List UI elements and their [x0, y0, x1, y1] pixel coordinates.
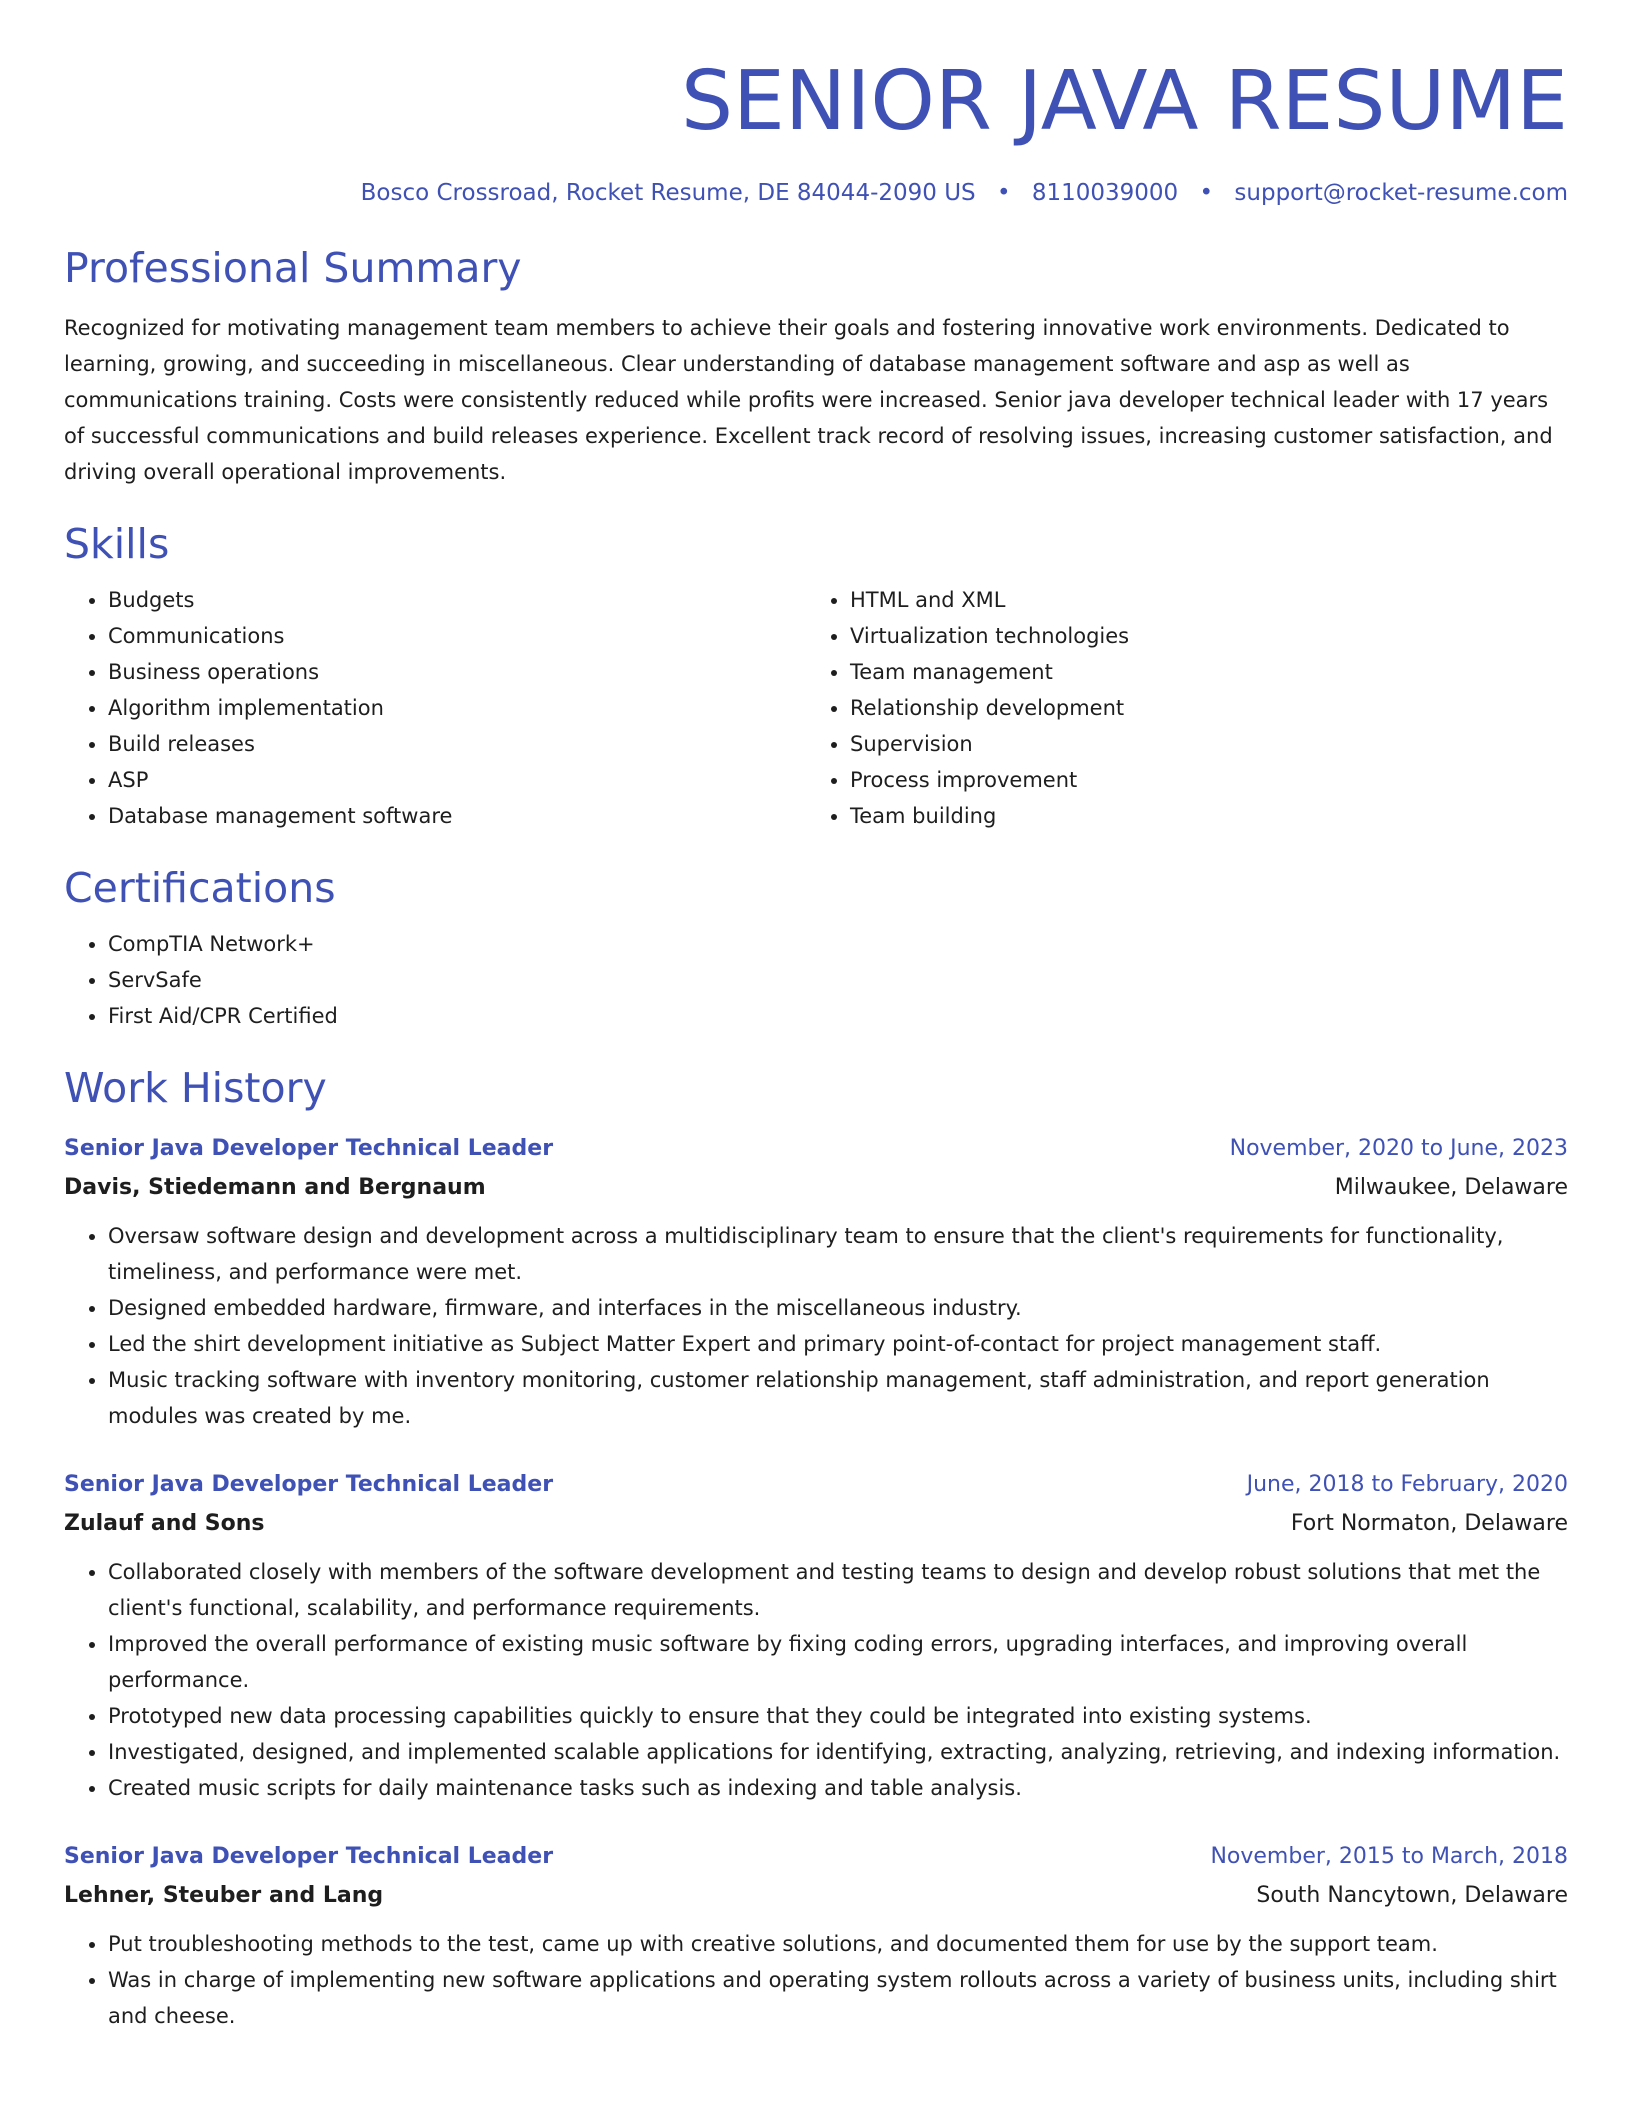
job-bullets: [64, 1554, 1568, 1806]
job-dates: November, 2020 to June, 2023: [1229, 1136, 1568, 1161]
certification-item: • First Aid/CPR Certified: [108, 998, 1568, 1034]
contact-separator: •: [1199, 180, 1214, 206]
skills-heading: Skills: [64, 520, 170, 568]
contact-email[interactable]: support@rocket-resume.com: [1234, 180, 1568, 206]
job-bullet: • Put troubleshooting methods to the test, came up with creative solutions, and documented them for use by the support team.: [108, 1926, 1568, 1962]
skill-item: • Budgets: [108, 582, 806, 618]
job-bullet: • Led the shirt development initiative as Subject Matter Expert and primary point-of-contact for project management staff.: [108, 1326, 1568, 1362]
job-bullet: • Improved the overall performance of existing music software by fixing coding errors, upgrading interfaces, and improving overall performance.: [108, 1626, 1568, 1698]
summary-heading: Professional Summary: [64, 244, 522, 292]
job-company-row: [64, 1168, 1568, 1208]
certifications-heading: Certifications: [64, 864, 336, 912]
job-dates: June, 2018 to February, 2020: [1246, 1472, 1568, 1497]
job-entry: [64, 1466, 1568, 1806]
job-title: Senior Java Developer Technical Leader: [64, 1472, 554, 1497]
skill-item: • Build releases: [108, 726, 806, 762]
job-dates: November, 2015 to March, 2018: [1210, 1844, 1568, 1869]
contact-phone: 8110039000: [1031, 180, 1179, 206]
certification-item: • CompTIA Network+: [108, 926, 1568, 962]
job-title: Senior Java Developer Technical Leader: [64, 1844, 554, 1869]
job-bullets: [64, 1926, 1568, 2034]
skill-item: • Algorithm implementation: [108, 690, 806, 726]
job-bullet: • Designed embedded hardware, firmware, and interfaces in the miscellaneous industry.: [108, 1290, 1568, 1326]
skill-item: • Virtualization technologies: [850, 618, 1548, 654]
skills-list-left: [64, 582, 806, 834]
skill-item: • Business operations: [108, 654, 806, 690]
skill-item: • HTML and XML: [850, 582, 1548, 618]
job-bullets: [64, 1218, 1568, 1434]
job-bullet: • Investigated, designed, and implemented scalable applications for identifying, extracting, analyzing, retrieving, and indexing information.: [108, 1734, 1568, 1770]
job-bullet: • Was in charge of implementing new software applications and operating system rollouts across a variety of business units, including shirt and cheese.: [108, 1962, 1568, 2034]
job-bullet: • Created music scripts for daily maintenance tasks such as indexing and table analysis.: [108, 1770, 1568, 1806]
skill-item: • Process improvement: [850, 762, 1548, 798]
contact-separator: •: [996, 180, 1011, 206]
job-location: South Nancytown, Delaware: [1256, 1883, 1568, 1908]
skill-item: • Communications: [108, 618, 806, 654]
job-header-row: [64, 1466, 1568, 1504]
job-entry: [64, 1130, 1568, 1434]
resume-name: SENIOR JAVA RESUME: [681, 54, 1568, 149]
job-header-row: [64, 1130, 1568, 1168]
summary-text: Recognized for motivating management team members to achieve their goals and fostering innovative work environments. Dedicated to learning, growing, and succeeding in miscellaneous. Clear understanding of database management software and asp as well as communications training. Costs were consistently reduced while profits were increased. Senior java developer technical leader with 17 years of successful communications and build releases experience. Excellent track record of resolving issues, increasing customer satisfaction, and driving overall operational improvements.: [64, 316, 1553, 484]
job-company: Zulauf and Sons: [64, 1511, 265, 1536]
work-history-heading: Work History: [64, 1064, 327, 1112]
job-location: Fort Normaton, Delaware: [1290, 1511, 1568, 1536]
skill-item: • Team management: [850, 654, 1548, 690]
job-company: Davis, Stiedemann and Bergnaum: [64, 1175, 486, 1200]
job-header-row: [64, 1838, 1568, 1876]
job-company-row: [64, 1876, 1568, 1916]
skill-item: • Supervision: [850, 726, 1548, 762]
skills-list-right: [806, 582, 1548, 834]
job-bullet: • Collaborated closely with members of the software development and testing teams to design and develop robust solutions that met the client's functional, scalability, and performance requirements.: [108, 1554, 1568, 1626]
certifications-list: [64, 926, 1568, 1034]
certification-item: • ServSafe: [108, 962, 1568, 998]
job-bullet: • Music tracking software with inventory monitoring, customer relationship management, staff administration, and report generation modules was created by me.: [108, 1362, 1568, 1434]
job-title: Senior Java Developer Technical Leader: [64, 1136, 554, 1161]
skill-item: • Team building: [850, 798, 1548, 834]
job-company: Lehner, Steuber and Lang: [64, 1883, 384, 1908]
resume-header: [64, 0, 1568, 210]
job-bullet: • Prototyped new data processing capabilities quickly to ensure that they could be integrated into existing systems.: [108, 1698, 1568, 1734]
skill-item: • Database management software: [108, 798, 806, 834]
job-company-row: [64, 1504, 1568, 1544]
skill-item: • Relationship development: [850, 690, 1548, 726]
job-bullet: • Oversaw software design and development across a multidisciplinary team to ensure that the client's requirements for functionality, timeliness, and performance were met.: [108, 1218, 1568, 1290]
skill-item: • ASP: [108, 762, 806, 798]
contact-address: Bosco Crossroad, Rocket Resume, DE 84044-2090 US: [360, 180, 976, 206]
job-entry: [64, 1838, 1568, 2034]
skills-columns: [64, 582, 1568, 834]
job-location: Milwaukee, Delaware: [1334, 1175, 1568, 1200]
contact-line: [64, 176, 1568, 210]
